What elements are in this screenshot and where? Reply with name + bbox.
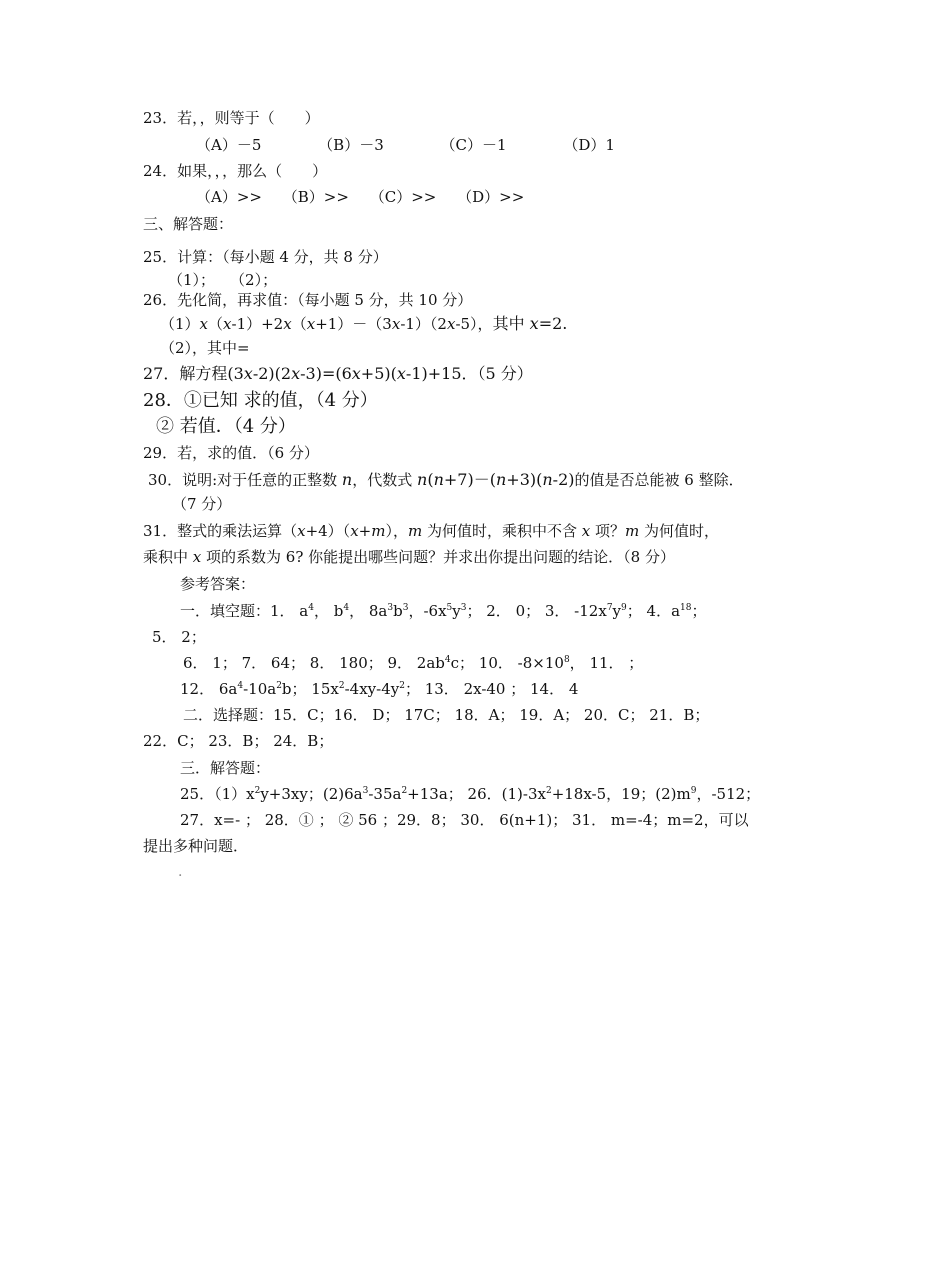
- var: n: [341, 470, 353, 489]
- var: x: [581, 522, 591, 540]
- question-23-options: [196, 138, 615, 153]
- var: m: [371, 522, 386, 540]
- answers-fill-line-2: 5． 2；: [152, 628, 206, 646]
- text: -1）（2: [400, 315, 447, 333]
- var: n: [542, 470, 553, 489]
- text: +: [358, 522, 372, 540]
- text: -4xy-4y: [344, 680, 400, 698]
- text: 其中: [492, 314, 530, 333]
- question-29: 29．若，求的值．（6 分）: [143, 444, 319, 462]
- var: x: [529, 314, 539, 333]
- exp: 2: [276, 681, 282, 691]
- text: ，-512；: [696, 785, 761, 803]
- option-c: （C）－1: [440, 136, 507, 154]
- text: -10a: [243, 680, 277, 698]
- exp: 4: [308, 603, 314, 613]
- text: -1)+15．（5 分）: [405, 364, 533, 383]
- text: -5），: [455, 315, 493, 333]
- var: n: [433, 470, 444, 489]
- option-b: （B）－3: [318, 136, 384, 154]
- var: m: [407, 522, 423, 540]
- text: b: [393, 602, 403, 620]
- text: (: [427, 470, 434, 489]
- var: x: [306, 315, 316, 333]
- exp: 4: [444, 655, 451, 665]
- text: y: [452, 602, 461, 620]
- answers-title: 参考答案：: [180, 575, 256, 593]
- answers-fill-line-4: [180, 682, 578, 697]
- exp: 2: [401, 786, 408, 796]
- answers-solve-line-1: [180, 787, 760, 802]
- text: ，-6x: [408, 602, 447, 620]
- var: x: [297, 522, 306, 540]
- text: ， b: [314, 602, 344, 620]
- var: x: [192, 548, 202, 566]
- question-26: 26．先化简，再求值：（每小题 5 分，共 10 分）: [143, 291, 473, 309]
- exp: 7: [606, 603, 613, 613]
- section-heading-3: 三、解答题：: [143, 215, 234, 233]
- var: x: [291, 364, 301, 383]
- text: ），: [385, 522, 408, 540]
- question-28-line-2: ② 若值．（4 分）: [156, 416, 296, 437]
- text: +5)(: [360, 364, 397, 383]
- var: x: [391, 315, 401, 333]
- var: x: [396, 364, 406, 383]
- text: ； 13． 2x-40 ； 14． 4: [404, 680, 579, 698]
- var: n: [495, 470, 507, 489]
- var: x: [199, 315, 209, 333]
- exp: 3: [362, 786, 369, 796]
- text: 27．解方程(3: [143, 364, 244, 383]
- question-31-line-1: [143, 524, 719, 539]
- exp: 9: [690, 786, 697, 796]
- exp: 3: [387, 603, 394, 613]
- question-25: 25．计算：（每小题 4 分，共 8 分）: [143, 248, 388, 266]
- expression: [417, 470, 574, 489]
- exp: 3: [460, 603, 467, 613]
- text: 的值是否总能被 6 整除．: [574, 471, 744, 489]
- text: ； 4．a: [626, 602, 681, 620]
- var: x: [350, 522, 359, 540]
- answers-choice-line-1: 二．选择题：15．C；16． D； 17C； 18．A； 19．A； 20．C； 21．B；: [183, 706, 710, 724]
- text: ； 2． 0； 3． -12x: [466, 602, 607, 620]
- exp: 8: [563, 655, 570, 665]
- text: 12． 6a: [180, 680, 238, 698]
- answers-fill-line-3: [183, 656, 643, 671]
- var: x: [446, 315, 456, 333]
- option-a: （A）－5: [196, 136, 262, 154]
- text: 乘积中: [143, 548, 193, 566]
- question-30: [148, 472, 744, 488]
- text: +4）（: [305, 522, 351, 540]
- text: -2): [552, 470, 575, 489]
- answers-solve-line-3: 提出多种问题．: [143, 837, 249, 855]
- question-26-part-2: （2），其中=: [160, 339, 250, 357]
- text: y+3xy；(2)6a: [260, 785, 363, 803]
- option-d: （D）1: [563, 136, 615, 154]
- question-25-sub: （1）； （2）；: [168, 271, 278, 289]
- question-24: 24．如果，，，那么（ ）: [143, 162, 328, 180]
- exp: 2: [399, 681, 405, 691]
- text: ， 11． ；: [569, 654, 644, 672]
- text: 为何值时，乘积中不含: [422, 522, 582, 540]
- text: y: [612, 602, 622, 620]
- text: =2.: [538, 314, 568, 333]
- question-23: 23．若，，则等于（ ）: [143, 109, 320, 127]
- answers-solve-heading: 三．解答题：: [180, 759, 271, 777]
- exp: 9: [621, 603, 627, 613]
- var: x: [351, 364, 361, 383]
- text: +7)－(: [443, 470, 496, 489]
- text: -2)(2: [252, 364, 292, 383]
- text: 6． 1； 7． 64； 8． 180； 9． 2ab: [183, 654, 445, 672]
- question-26-part-1: [160, 316, 567, 332]
- question-30-points: （7 分）: [172, 495, 232, 513]
- question-31-line-2: [143, 550, 675, 565]
- text: 30．说明:对于任意的正整数: [148, 471, 342, 489]
- text: （: [291, 315, 307, 333]
- text: 项的系数为 6? 你能提出哪些问题？并求出你提出问题的结论．（8 分）: [201, 548, 675, 566]
- text: 一．填空题：1． a: [180, 602, 309, 620]
- question-27: [143, 366, 533, 382]
- text: c； 10． -8×10: [450, 654, 564, 672]
- text: 25．（1）x: [180, 785, 255, 803]
- exp: 18: [680, 603, 692, 613]
- var: x: [283, 315, 292, 333]
- text: -1）+2: [231, 315, 284, 333]
- text: ；: [691, 602, 707, 620]
- answers-fill-line-1: [180, 604, 707, 619]
- text: +13a； 26．(1)-3x: [407, 785, 546, 803]
- option-a: （A）>>: [196, 188, 262, 206]
- text: +3)(: [506, 470, 543, 489]
- text: ，代数式: [352, 471, 418, 489]
- text: 项？: [590, 522, 626, 540]
- exp: 5: [446, 603, 453, 613]
- exp: 4: [343, 603, 350, 613]
- text: 为何值时，: [639, 522, 720, 540]
- var: x: [243, 364, 253, 383]
- answers-choice-line-2: 22．C； 23．B； 24．B；: [143, 732, 334, 750]
- exp: 4: [237, 681, 244, 691]
- option-d: （D）>>: [457, 188, 525, 206]
- var: m: [625, 522, 640, 540]
- text: （1）: [160, 315, 200, 333]
- var: x: [223, 315, 232, 333]
- exp: 2: [545, 786, 552, 796]
- question-28-line-1: 28．①已知 求的值，（4 分）: [143, 390, 378, 411]
- text: +18x-5，19；(2)m: [551, 785, 691, 803]
- exp: 2: [254, 786, 261, 796]
- option-b: （B）>>: [282, 188, 349, 206]
- answers-solve-line-2: 27．x=- ； 28．① ； ② 56 ；29．8； 30． 6(n+1)； 31． m=-4；m=2，可以: [180, 811, 749, 829]
- text: ， 8a: [349, 602, 388, 620]
- stray-dot: ·: [178, 868, 183, 884]
- exp: 2: [338, 681, 345, 691]
- text: -35a: [368, 785, 402, 803]
- exp: 3: [402, 603, 409, 613]
- option-c: （C）>>: [369, 188, 437, 206]
- text: 31．整式的乘法运算（: [143, 522, 298, 540]
- text: -3)=(6: [300, 364, 352, 383]
- text: （: [208, 315, 224, 333]
- text: b； 15x: [281, 680, 339, 698]
- text: +1）－（3: [315, 315, 392, 333]
- question-24-options: [196, 190, 524, 205]
- var: n: [417, 470, 428, 489]
